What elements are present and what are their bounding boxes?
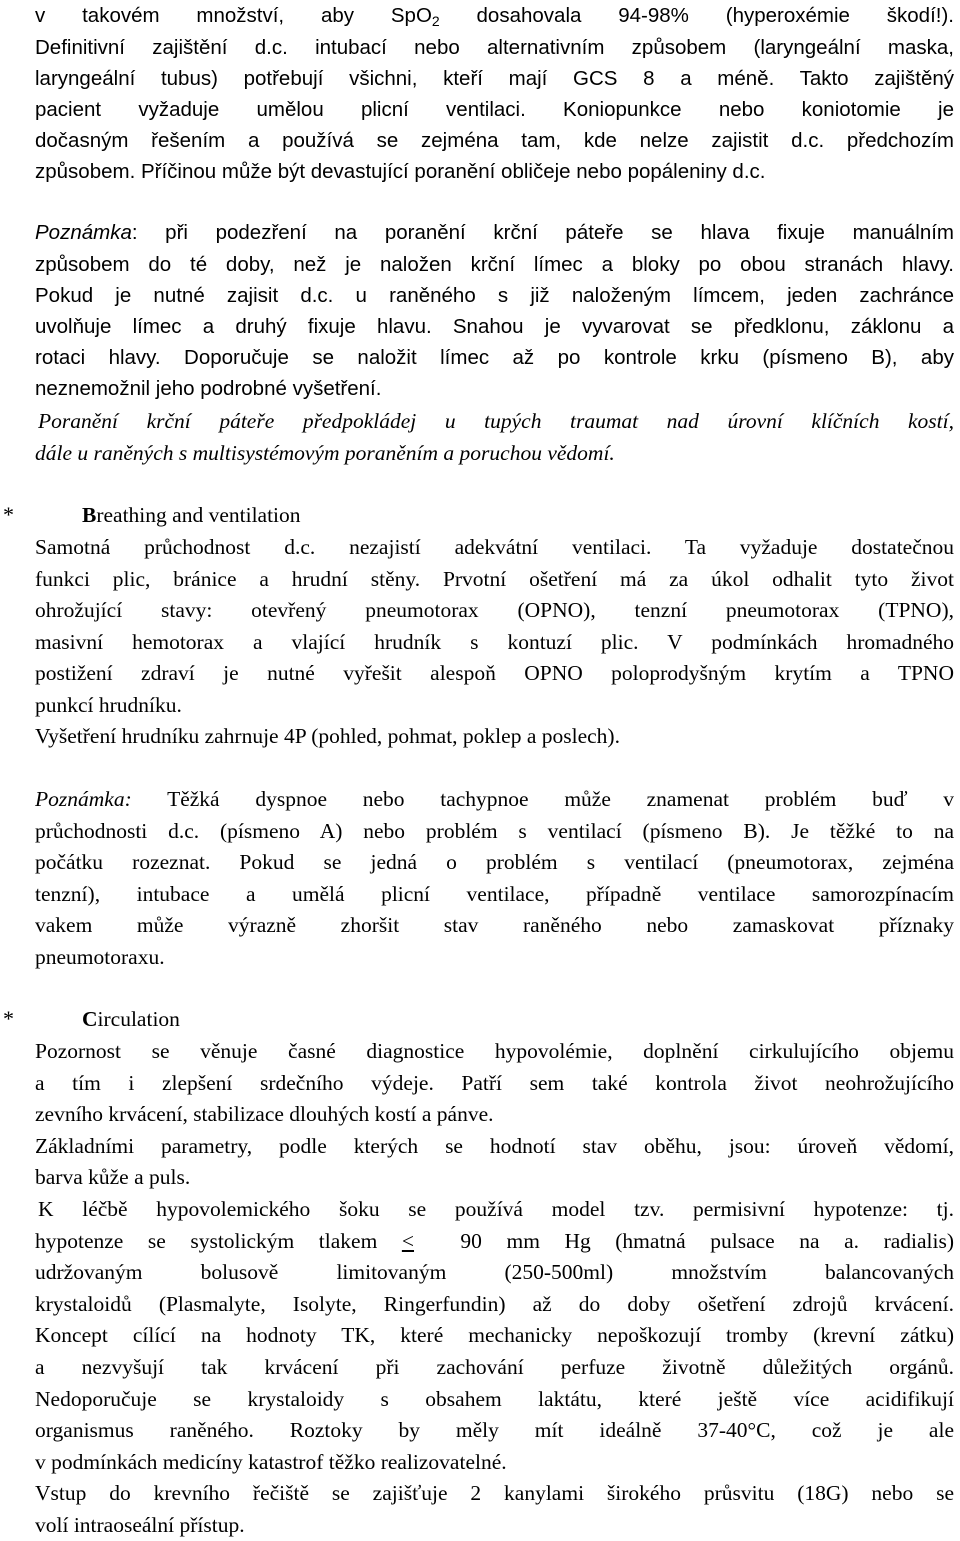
intro-line-4: pacient vyžaduje umělou plicní ventilaci. Koniopunkce nebo koniotomie je (35, 98, 954, 121)
note-label: Poznámka (35, 221, 132, 244)
heading-breathing: Breathing and ventilation (82, 503, 301, 527)
b-line-7: Vyšetření hrudníku zahrnuje 4P (pohled, pohmat, poklep a poslech). (35, 724, 620, 748)
note-spine-line-1: Poznámka: při podezření na poranění krční páteře se hlava fixuje manuálním (35, 221, 954, 244)
c-line-12: Nedoporučuje se krystaloidy s obsahem laktátu, které ještě více acidifikují (35, 1387, 954, 1411)
c-line-5: barva kůže a puls. (35, 1165, 191, 1189)
intro-line-1: v takovém množství, aby SpO$_2$ dosahovala 94-98% (hyperoxémie škodí!). (35, 4, 954, 29)
note-spine-line-6: neznemožnil jeho podrobné vyšetření. (35, 377, 382, 400)
c-line-13: organismus raněného. Roztoky by měly mít ideálně 37-40°C, což je ale (35, 1418, 954, 1442)
note-spine-line-3: Pokud je nutné zajisit d.c. u raněného s již naloženým límcem, jeden zachránce (35, 284, 954, 307)
intro-line-6: způsobem. Příčinou může být devastující poranění obličeje nebo popáleniny d.c. (35, 160, 766, 183)
b-line-2: funkci plic, bránice a hrudní stěny. Prvotní ošetření má za úkol odhalit tyto život (35, 567, 954, 591)
b-line-1: Samotná průchodnost d.c. nezajistí adekvátní ventilaci. Ta vyžaduje dostatečnou (35, 535, 954, 559)
note-spine-italic-2: dále u raněných s multisystémovým poraněním a poruchou vědomí. (35, 441, 615, 465)
b-note-line-1: Poznámka: Těžká dyspnoe nebo tachypnoe může znamenat problém buď v (35, 787, 954, 811)
c-line-hypotension: hypotenze se systolickým tlakem < 90 mm Hg (hmatná pulsace na a. radialis) (35, 1225, 954, 1257)
c-line-1: Pozornost se věnuje časné diagnostice hypovolémie, doplnění cirkulujícího objemu (35, 1039, 954, 1063)
c-line-9: krystaloidů (Plasmalyte, Isolyte, Ringerfundin) až do doby ošetření zdrojů krvácení. (35, 1292, 954, 1316)
b-line-6: punkcí hrudníku. (35, 693, 182, 717)
b-line-4: masivní hemotorax a vlající hrudník s kontuzí plic. V podmínkách hromadného (35, 630, 954, 654)
note-spine-line-5: rotaci hlavy. Doporučuje se naložit límec až po kontrole krku (písmeno B), aby (35, 346, 954, 369)
b-line-3: ohrožující stavy: otevřený pneumotorax (OPNO), tenzní pneumotorax (TPNO), (35, 598, 954, 622)
heading-circulation: Circulation (82, 1007, 180, 1031)
c-line-10: Koncept cílící na hodnoty TK, které mechanicky nepoškozují tromby (krevní zátku) (35, 1323, 954, 1347)
b-note-line-6: pneumotoraxu. (35, 945, 165, 969)
c-line-11: a nezvyšují tak krvácení při zachování perfuze životně důležitých orgánů. (35, 1355, 954, 1379)
b-note-line-2: průchodnosti d.c. (písmeno A) nebo problém s ventilací (písmeno B). Je těžké to na (35, 819, 954, 843)
c-line-2: a tím i zlepšení srdečního výdeje. Patří sem také kontrola život neohrožujícího (35, 1071, 954, 1095)
c-line-3: zevního krvácení, stabilizace dlouhých kostí a pánve. (35, 1102, 494, 1126)
intro-line-5: dočasným řešením a používá se zejména tam, kde nelze zajistit d.c. předchozím (35, 129, 954, 152)
note-spine-line-2: způsobem do té doby, než je naložen krční límec a bloky po obou stranách hlavy. (35, 253, 954, 276)
c-line-8: udržovaným bolusově limitovaným (250-500ml) množstvím balancovaných (35, 1260, 954, 1284)
note-spine-italic-1: Poranění krční páteře předpokládej u tupých traumat nad úrovní klíčních kostí, (38, 409, 954, 433)
bullet-b: * (3, 502, 14, 527)
note-spine-line-4: uvolňuje límec a druhý fixuje hlavu. Snahou je vyvarovat se předklonu, záklonu a (35, 315, 954, 338)
c-line-15: Vstup do krevního řečiště se zajišťuje 2 kanylami širokého průsvitu (18G) nebo se (35, 1481, 954, 1505)
b-line-5: postižení zdraví je nutné vyřešit alespoň OPNO poloprodyšným krytím a TPNO (35, 661, 954, 685)
c-line-4: Základními parametry, podle kterých se hodnotí stav oběhu, jsou: úroveň vědomí, (35, 1134, 954, 1158)
less-or-equal-symbol: < (401, 1229, 415, 1253)
b-note-line-4: tenzní), intubace a umělá plicní ventilace, případně ventilace samorozpínacím (35, 882, 954, 906)
c-line-16: volí intraoseální přístup. (35, 1513, 245, 1537)
b-note-line-5: vakem může výrazně zhoršit stav raněného nebo zamaskovat příznaky (35, 913, 954, 937)
intro-line-2: Definitivní zajištění d.c. intubací nebo alternativním způsobem (laryngeální maska, (35, 36, 954, 59)
c-line-14: v podmínkách medicíny katastrof těžko realizovatelné. (35, 1450, 507, 1474)
b-note-line-3: počátku rozeznat. Pokud se jedná o problém s ventilací (pneumotorax, zejména (35, 850, 954, 874)
intro-line-3: laryngeální tubus) potřebují všichni, kteří mají GCS 8 a méně. Takto zajištěný (35, 67, 954, 90)
b-note-label: Poznámka: (35, 787, 132, 811)
bullet-c: * (3, 1006, 14, 1031)
c-line-6: K léčbě hypovolemického šoku se používá model tzv. permisivní hypotenze: tj. (38, 1197, 954, 1221)
